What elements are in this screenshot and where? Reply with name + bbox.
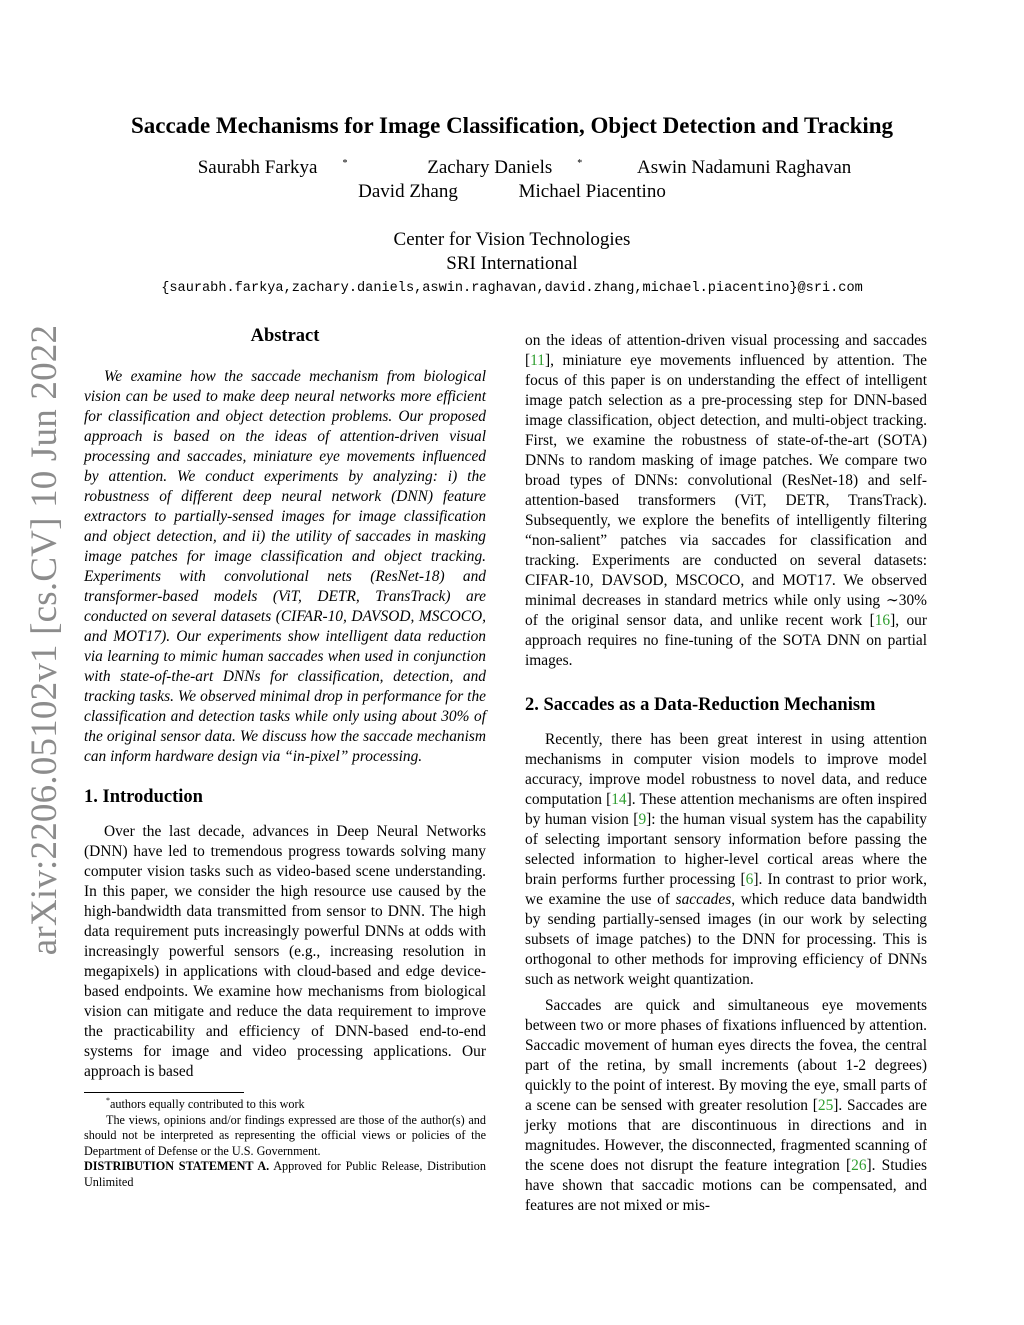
introduction-heading: 1. Introduction: [84, 787, 203, 807]
author-row-1: [0, 157, 1024, 179]
left-column: [84, 326, 486, 1190]
citation-link[interactable]: 25: [817, 1097, 834, 1114]
section-2-heading: 2. Saccades as a Data-Reduction Mechanism: [525, 695, 876, 715]
citation-link[interactable]: 14: [611, 791, 627, 808]
citation-link[interactable]: 6: [745, 871, 754, 888]
citation-link[interactable]: 11: [530, 352, 545, 369]
abstract-heading: Abstract: [250, 326, 320, 346]
introduction-continued: on the ideas of attention-driven visual processing and saccades [11], miniature eye movements influenced by attention. The focus of this paper is on understanding the effect of intelligent image patch selection as a pre-processing step for DNN-based image classification, object detection, and multi-object tracking. First, we examine the robustness of state-of-the-art (SOTA) DNNs to random masking of image patches. We compare two broad types of DNNs: convolutional (ResNet-18) and self-attention-based transformers (ViT, DETR, TransTrack). Subsequently, we explore the benefits of intelligently filtering “non-salient” patches via saccades for classification and tracking. Experiments are conducted on several datasets: CIFAR-10, DAVSOD, MSCOCO, and MOT17. We observed minimal decreases in standard metrics while only using ∼30% of the original sensor data, and unlike recent work [16], our approach requires no fine-tuning of the SOTA DNN on partial images.: [525, 332, 927, 669]
footnote-equal-contribution: *authors equally contributed to this work: [106, 1096, 305, 1111]
citation-link[interactable]: 26: [851, 1157, 867, 1174]
author-name: Michael Piacentino: [518, 181, 666, 202]
footnote-disclaimer: The views, opinions and/or findings expressed are those of the author(s) and should not be interpreted as representing the official views or policies of the Department of Defense or the U.S. Government.: [84, 1112, 486, 1158]
author-name: Saurabh Farkya *: [197, 157, 348, 178]
author-name: David Zhang: [358, 181, 458, 202]
footnote-distribution: DISTRIBUTION STATEMENT A. Approved for Public Release, Distribution Unlimited: [84, 1159, 486, 1189]
right-column: [525, 331, 927, 1216]
author-row-2: [0, 181, 1024, 203]
author-emails: {saurabh.farkya,zachary.daniels,aswin.raghavan,david.zhang,michael.piacentino}@sri.com: [161, 281, 863, 296]
citation-link[interactable]: 9: [638, 811, 647, 828]
paper-title: Saccade Mechanisms for Image Classification, Object Detection and Tracking: [130, 113, 894, 138]
author-name: Zachary Daniels *: [427, 157, 583, 178]
affiliation-center: Center for Vision Technologies: [393, 229, 631, 250]
section-2-paragraph-2: Saccades are quick and simultaneous eye movements between two or more phases of fixations influenced by attention. Saccadic movement of human eyes directs the fovea, the central part of the retina, by small increments (about 1-2 degrees) quickly to the point of interest. By moving the eye, small parts of a scene can be sensed with greater resolution [25]. Saccades are jerky motions that are discontinuous in directions and in magnitudes. However, the disconnected, fragmented scanning of the scene does not disrupt the feature integration [26]. Studies have shown that saccadic motions can be compensated, and features are not mixed or mis-: [525, 997, 927, 1214]
author-name: Aswin Nadamuni Raghavan: [637, 157, 852, 178]
abstract-text: We examine how the saccade mechanism from biological vision can be used to make deep neural networks more efficient for classification and object detection problems. Our proposed approach is based on the ideas of attention-driven visual processing and saccades, miniature eye movements influenced by attention. We conduct experiments by analyzing: i) the robustness of different deep neural network (DNN) feature extractors to partially-sensed images for image classification and object detection, and ii) the utility of saccades in masking image patches for image classification and object tracking. Experiments with convolutional nets (ResNet-18) and transformer-based models (ViT, DETR, TransTrack) are conducted on several datasets (CIFAR-10, DAVSOD, MSCOCO, and MOT17). Our experiments show intelligent data reduction via learning to mimic human saccades when used in conjunction with state-of-the-art DNNs for classification, detection, and tracking tasks. We observed minimal drop in performance for the classification and detection tasks while only using about 30% of the original sensor data. We discuss how the saccade mechanism can inform hardware design via “in-pixel” processing.: [84, 368, 486, 765]
footnotes: [84, 1093, 486, 1190]
introduction-paragraph: Over the last decade, advances in Deep Neural Networks (DNN) have led to tremendous progress towards solving many computer vision tasks such as video-based scene understanding. In this paper, we consider the high resource use caused by the high-bandwidth data transmitted from sensor to DNN. The high data requirement puts increasingly powerful DNNs at odds with increasingly powerful sensors (e.g., increasing resolution in megapixels) in applications with cloud-based and edge device-based endpoints. We examine how mechanisms from biological vision can mitigate and reduce the data requirement to improve the practicability and efficiency of DNN-based end-to-end systems for image and video processing applications. Our approach is based: [84, 823, 486, 1080]
arxiv-identifier-stamp: arXiv:2206.05102v1 [cs.CV] 10 Jun 2022: [23, 324, 65, 956]
citation-link[interactable]: 16: [874, 612, 891, 629]
affiliation-institution: SRI International: [446, 253, 578, 274]
section-2-paragraph-1: Recently, there has been great interest in using attention mechanisms in computer vision models to improve model accuracy, improve model robustness to novel data, and reduce computation [14]. These attention mechanisms are often inspired by human vision [9]: the human visual system has the capability of selecting important sensory information before passing the selected information to higher-level cortical areas where the brain performs further processing [6]. In contrast to prior work, we examine the use of saccades, which reduce data bandwidth by sending partially-sensed images (in our work by selecting subsets of image patches) to the DNN for processing. This is orthogonal to other methods for improving efficiency of DNNs such as network weight quantization.: [525, 731, 928, 988]
